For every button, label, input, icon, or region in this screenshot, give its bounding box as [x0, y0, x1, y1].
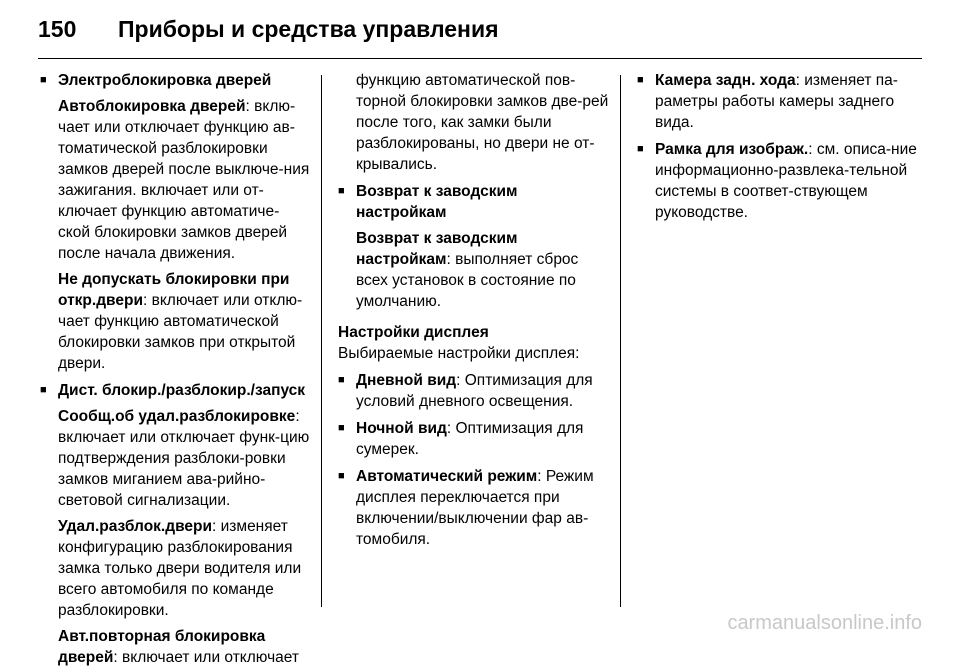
bullet: ■: [338, 470, 345, 482]
page-title: Приборы и средства управления: [118, 16, 499, 42]
paragraph-auto-relock: [58, 626, 310, 668]
setting-name: Автоблокировка дверей: [58, 98, 246, 115]
header-rule: [38, 58, 922, 59]
setting-name: Авт.повторная блокировка дверей: [58, 628, 266, 666]
page-number: 150: [38, 16, 77, 42]
watermark: carmanualsonline.info: [727, 612, 922, 634]
bullet: ■: [637, 74, 644, 86]
setting-name: Дневной вид: [356, 372, 457, 389]
setting-name: Сообщ.об удал.разблокировке: [58, 408, 296, 425]
paragraph-continued: функцию автоматической пов-торной блокировки замков две-рей после того, как замки были разблокированы, но двери не от-крывались.: [356, 72, 609, 173]
bullet: ■: [338, 422, 345, 434]
column-divider-2: [620, 75, 621, 607]
setting-description: : выполняет сброс всех установок в состояние по умолчанию.: [356, 251, 579, 310]
setting-description: : включает или отключает функ-цию подтверждения разблоки-ровки замков миганием ава-рийно-световой сигнализации.: [58, 408, 310, 509]
setting-name: Удал.разблок.двери: [58, 518, 213, 535]
setting-name: Возврат к заводским настройкам: [356, 230, 518, 268]
list-item-factory-reset: [338, 181, 610, 312]
bullet: ■: [338, 374, 345, 386]
list-item-remote-lock: [40, 380, 310, 668]
paragraph-remote-unlock-feedback: [58, 406, 310, 511]
setting-name: Автоматический режим: [356, 468, 538, 485]
setting-description: : Режим дисплея переключается при включении/выключении фар ав-томобиля.: [356, 468, 594, 548]
paragraph-auto-lock: [58, 96, 310, 264]
list-item-image-frame: [637, 139, 917, 223]
list-item-door-locking: [40, 70, 310, 374]
section-heading-display: Настройки дисплея: [338, 324, 489, 341]
setting-description: : изменяет па-раметры работы камеры заднего вида.: [655, 72, 898, 131]
list-item-day-mode: [338, 370, 610, 412]
setting-name: Ночной вид: [356, 420, 447, 437]
setting-description: : вклю-чает или отключает функцию ав-томатической разблокировки замков дверей после выключе-ния зажигания. включает или от-ключает функцию автоматиче-ской блокировки замков дверей после начала движения.: [58, 98, 310, 262]
paragraph-prevent-lock: [58, 269, 310, 374]
column-3: [637, 70, 917, 223]
paragraph-remote-unlock-door: [58, 516, 310, 621]
setting-description: : включает или отклю-чает функцию автоматической блокировки замков при открытой двери.: [58, 292, 303, 372]
column-divider-1: [321, 75, 322, 607]
item-heading: Электроблокировка дверей: [58, 72, 272, 89]
setting-description: : включает или отключает: [113, 649, 299, 666]
setting-description: : Оптимизация для условий дневного освещения.: [356, 372, 593, 410]
section-intro: Выбираемые настройки дисплея:: [338, 345, 580, 362]
bullet: ■: [40, 74, 47, 86]
list-item-night-mode: [338, 418, 610, 460]
setting-description: : см. описа-ние информационно-развлека-тельной системы в соответ-ствующем руководстве.: [655, 141, 917, 221]
paragraph-factory-reset: [356, 228, 610, 312]
setting-description: : Оптимизация для сумерек.: [356, 420, 584, 458]
setting-name: Камера задн. хода: [655, 72, 796, 89]
list-item-rear-camera: [637, 70, 917, 133]
item-heading: Возврат к заводским настройкам: [356, 183, 518, 221]
bullet: ■: [338, 185, 345, 197]
setting-description: : изменяет конфигурацию разблокирования замка только двери водителя или всего автомобиля по команде разблокировки.: [58, 518, 302, 619]
setting-name: Не допускать блокировки при откр.двери: [58, 271, 290, 309]
setting-name: Рамка для изображ.: [655, 141, 809, 158]
column-2: [338, 70, 610, 550]
item-heading: Дист. блокир./разблокир./запуск: [58, 382, 306, 399]
bullet: ■: [637, 143, 644, 155]
column-1: [40, 70, 310, 668]
list-item-auto-mode: [338, 466, 610, 550]
bullet: ■: [40, 384, 47, 396]
